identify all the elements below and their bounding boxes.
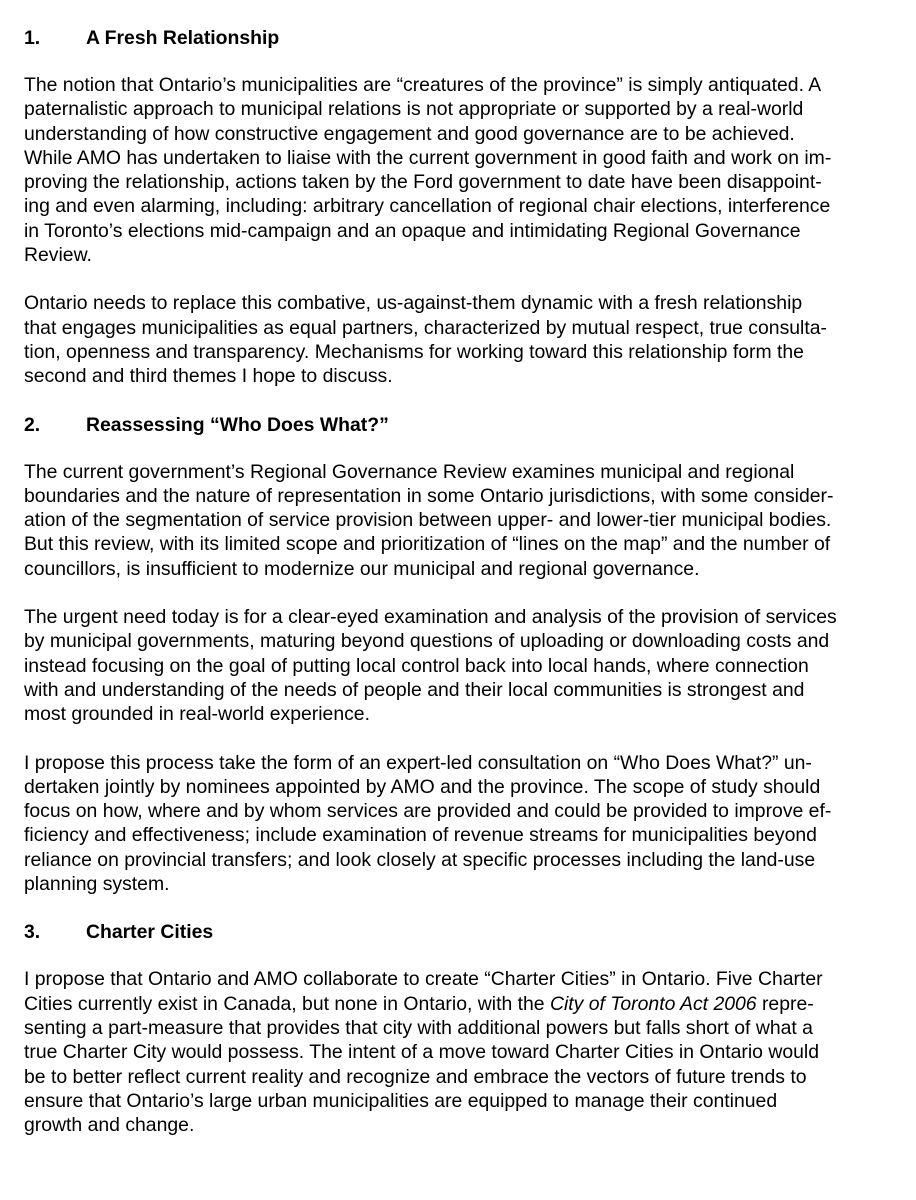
paragraph <box>24 605 896 726</box>
text-run: Cities currently exist in Canada, but none in Ontario, with the <box>24 992 550 1015</box>
document-page <box>24 26 896 1137</box>
text-line: reliance on provincial transfers; and look closely at specific processes including the land-use <box>24 848 816 871</box>
paragraph <box>24 967 896 1137</box>
text-line: be to better reflect current reality and recognize and embrace the vectors of future trends to <box>24 1065 807 1088</box>
text-line: Review. <box>24 244 92 267</box>
text-line: The current government’s Regional Governance Review examines municipal and regional <box>24 460 795 483</box>
section-heading <box>24 413 896 438</box>
text-line: focus on how, where and by whom services are provided and could be provided to improve ef- <box>24 800 832 823</box>
section-title: A Fresh Relationship <box>86 27 280 49</box>
section-number: 3. <box>24 921 41 944</box>
section-heading <box>24 26 896 51</box>
text-line <box>24 992 896 1016</box>
paragraph <box>24 460 896 581</box>
text-line: most grounded in real-world experience. <box>24 703 370 726</box>
text-line: I propose this process take the form of an expert-led consultation on “Who Does What?” un- <box>24 751 812 774</box>
text-line: councillors, is insufficient to modernize our municipal and regional governance. <box>24 557 700 580</box>
paragraph <box>24 73 896 267</box>
text-run: repre- <box>756 992 814 1015</box>
text-line: ing and even alarming, including: arbitrary cancellation of regional chair elections, interference <box>24 195 831 218</box>
text-line: tion, openness and transparency. Mechanisms for working toward this relationship form the <box>24 340 804 363</box>
text-line: by municipal governments, maturing beyond questions of uploading or downloading costs and <box>24 630 830 653</box>
paragraph <box>24 291 896 388</box>
text-line: Ontario needs to replace this combative, us-against-them dynamic with a fresh relationship <box>24 292 803 315</box>
text-line: in Toronto’s elections mid-campaign and an opaque and intimidating Regional Governance <box>24 219 801 242</box>
section-number: 1. <box>24 27 41 49</box>
section-title: Reassessing “Who Does What?” <box>86 413 389 436</box>
act-title-italic: City of Toronto Act 2006 <box>549 992 757 1015</box>
text-line: While AMO has undertaken to liaise with the current government in good faith and work on im- <box>24 146 832 169</box>
paragraph <box>24 751 896 897</box>
section-heading <box>24 920 896 945</box>
text-line: with and understanding of the needs of people and their local communities is strongest and <box>24 678 805 701</box>
text-line: But this review, with its limited scope and prioritization of “lines on the map” and the number of <box>24 533 831 556</box>
text-line: that engages municipalities as equal partners, characterized by mutual respect, true consulta- <box>24 316 827 339</box>
text-line: boundaries and the nature of representation in some Ontario jurisdictions, with some consider- <box>24 484 834 507</box>
text-line: dertaken jointly by nominees appointed by AMO and the province. The scope of study should <box>24 775 821 798</box>
text-line: ficiency and effectiveness; include examination of revenue streams for municipalities beyond <box>24 824 817 847</box>
text-line: understanding of how constructive engagement and good governance are to be achieved. <box>24 122 795 145</box>
text-line: The notion that Ontario’s municipalities are “creatures of the province” is simply antiquated. A <box>24 74 822 96</box>
text-line: ation of the segmentation of service provision between upper- and lower-tier municipal bodies. <box>24 509 832 532</box>
text-line: paternalistic approach to municipal relations is not appropriate or supported by a real-world <box>24 98 804 121</box>
text-line: planning system. <box>24 873 170 896</box>
text-line: growth and change. <box>24 1114 195 1137</box>
text-line: The urgent need today is for a clear-eyed examination and analysis of the provision of services <box>24 606 837 629</box>
text-line: senting a part-measure that provides that city with additional powers but falls short of what a <box>24 1016 813 1039</box>
text-line: second and third themes I hope to discuss. <box>24 365 393 388</box>
text-line: ensure that Ontario’s large urban municipalities are equipped to manage their continued <box>24 1089 778 1112</box>
text-line: I propose that Ontario and AMO collaborate to create “Charter Cities” in Ontario. Five Charter <box>24 968 823 991</box>
text-line: instead focusing on the goal of putting local control back into local hands, where connection <box>24 654 809 677</box>
section-number: 2. <box>24 413 41 436</box>
section-title: Charter Cities <box>86 921 214 944</box>
text-line: proving the relationship, actions taken by the Ford government to date have been disappoint- <box>24 171 822 194</box>
text-line: true Charter City would possess. The intent of a move toward Charter Cities in Ontario would <box>24 1041 820 1064</box>
